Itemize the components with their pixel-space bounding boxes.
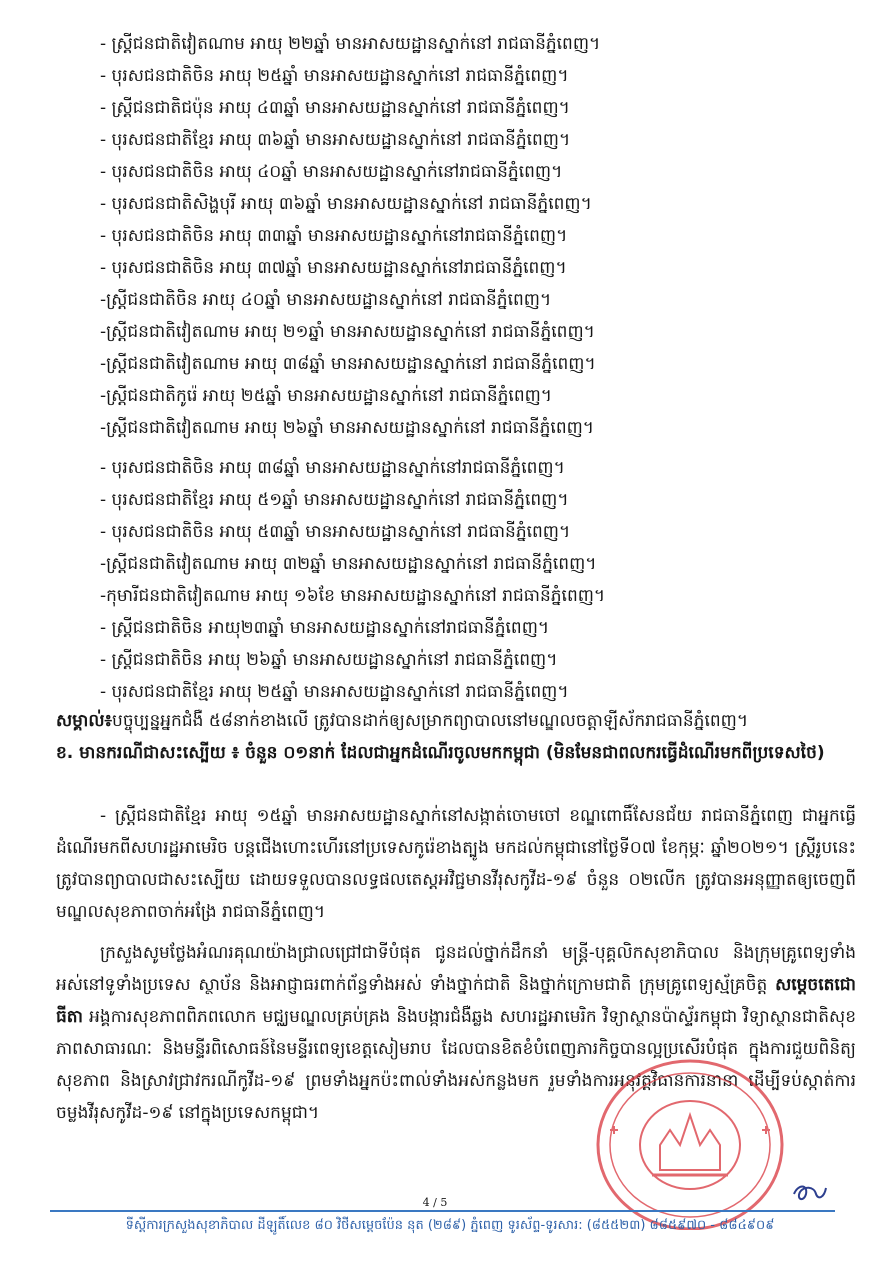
section-heading: ខ. មានករណីជាសះស្បើយ ៖ ចំនួន ០១នាក់ ដែលជាអ្នកដំណើរចូលមកកម្ពុជា (មិនមែនជាពលករធ្វើដំណើរមកពីប្រទេសថៃ)	[56, 743, 825, 763]
list-item: -ស្ត្រីជនជាតិវៀតណាម អាយុ ២៦ឆ្នាំ មានអាសយដ្ឋានស្នាក់នៅ រាជធានីភ្នំពេញ។	[100, 418, 595, 438]
thanks-text-start: ក្រសួងសូមថ្លែងអំណរគុណយ៉ាងជ្រាលជ្រៅជាទីបំផុត ជូនដល់ថ្នាក់ដឹកនាំ មន្ត្រី-បុគ្គលិកសុខាភិបាល និងក្រុមគ្រូពេទ្យទាំងអស់នៅទូទាំងប្រទេស ស្ថាប័ន និងអាជ្ញាធរពាក់ព័ន្ធទាំងអស់ ទាំងថ្នាក់ជាតិ និងថ្នាក់ក្រោមជាតិ ក្រុមគ្រូពេទ្យស្ម័គ្រចិត្ត	[56, 943, 856, 995]
list-item: -ស្ត្រីជនជាតិវៀតណាម អាយុ ៣៨ឆ្នាំ មានអាសយដ្ឋានស្នាក់នៅ រាជធានីភ្នំពេញ។	[100, 354, 596, 374]
case-list	[100, 28, 840, 708]
recovered-case-paragraph: - ស្ត្រីជនជាតិខ្មែរ អាយុ ១៥ឆ្នាំ មានអាសយដ្ឋានស្នាក់នៅសង្កាត់ចោមចៅ ខណ្ឌពោធិ៍សែនជ័យ រាជធានីភ្នំពេញ ជាអ្នកធ្វើដំណើរមកពីសហរដ្ឋអាមេរិច បន្តជើងហោះហើរនៅប្រទេសកូរ៉េខាងត្បូង មកដល់កម្ពុជានៅថ្ងៃទី០៧ ខែកុម្ភៈ ឆ្នាំ២០២១។ ស្ត្រីរូបនេះត្រូវបានព្យាបាលជាសះស្បើយ ដោយទទួលបានលទ្ធផលតេស្តអវិជ្ជមានវីរុសកូវីដ-១៩ ចំនួន ០២លើក ត្រូវបានអនុញ្ញាតឲ្យចេញពីមណ្ឌលសុខភាពចាក់អង្រែ រាជធានីភ្នំពេញ។	[56, 806, 856, 922]
list-item: - ស្ត្រីជនជាតិចិន អាយុ ២៦ឆ្នាំ មានអាសយដ្ឋានស្នាក់នៅ រាជធានីភ្នំពេញ។	[100, 650, 558, 670]
list-item: - បុរសជនជាតិខ្មែរ អាយុ ២៥ឆ្នាំ មានអាសយដ្ឋានស្នាក់នៅ រាជធានីភ្នំពេញ។	[100, 682, 569, 702]
list-item: -ស្ត្រីជនជាតិវៀតណាម អាយុ ៣២ឆ្នាំ មានអាសយដ្ឋានស្នាក់នៅ រាជធានីភ្នំពេញ។	[100, 554, 597, 574]
list-item: - បុរសជនជាតិចិន អាយុ ២៥ឆ្នាំ មានអាសយដ្ឋានស្នាក់នៅ រាជធានីភ្នំពេញ។	[100, 66, 569, 86]
list-item: - បុរសជនជាតិចិន អាយុ ៣៨ឆ្នាំ មានអាសយដ្ឋានស្នាក់នៅរាជធានីភ្នំពេញ។	[100, 458, 565, 478]
thanks-text-end: អង្គការសុខភាពពិភពលោក មជ្ឈមណ្ឌលគ្រប់គ្រង និងបង្ការជំងឺឆ្លង សហរដ្ឋអាមេរិក វិទ្យាស្ថានប៉ាស្ទ័រកម្ពុជា វិទ្យាស្ថានជាតិសុខភាពសាធារណៈ និងមន្ទីរពិសោធន៍នៃមន្ទីរពេទ្យខេត្តសៀមរាប ដែលបានខិតខំបំពេញភារកិច្ចបានល្អប្រសើរបំផុត ក្នុងការជួយពិនិត្យសុខភាព និងស្រាវជ្រាវករណីកូវីដ-១៩ ព្រមទាំងអ្នកប៉ះពាល់ទាំងអស់កន្លងមក រួមទាំងការអនុវត្តវិធានការនានា ដើម្បីទប់ស្កាត់ការចម្លងវីរុសកូវីដ-១៩ នៅក្នុងប្រទេសកម្ពុជា។	[56, 1007, 856, 1123]
list-item: - បុរសជនជាតិចិន អាយុ ៥៣ឆ្នាំ មានអាសយដ្ឋានស្នាក់នៅ រាជធានីភ្នំពេញ។	[100, 522, 571, 542]
list-item: -ស្ត្រីជនជាតិវៀតណាម អាយុ ២១ឆ្នាំ មានអាសយដ្ឋានស្នាក់នៅ រាជធានីភ្នំពេញ។	[100, 322, 595, 342]
official-seal-icon	[590, 1050, 790, 1230]
list-item: -ស្ត្រីជនជាតិកូរ៉េ អាយុ ២៥ឆ្នាំ មានអាសយដ្ឋានស្នាក់នៅ រាជធានីភ្នំពេញ។	[100, 386, 553, 406]
note-label: សម្គាល់៖	[56, 711, 113, 731]
list-item: - ស្ត្រីជនជាតិវៀតណាម អាយុ ២២ឆ្នាំ មានអាសយដ្ឋានស្នាក់នៅ រាជធានីភ្នំពេញ។	[100, 34, 601, 54]
footer-address: ទីស្តីការក្រសួងសុខាភិបាល ដីឡូតិ៍លេខ ៨០ វិថីសម្ដេចប៉ែន នុត (២៨៩) ភ្នំពេញ ទូរស័ព្ទ-ទូរសារ: (៨៥៥២៣) ៨៨៥៩៧០ - ៨៨៤៩០៩	[125, 1218, 775, 1233]
note-text: បច្ចុប្បន្នអ្នកជំងឺ ៥៨នាក់ខាងលើ ត្រូវបានដាក់ឲ្យសម្រាកព្យាបាលនៅមណ្ឌលចត្តាឡីស័ករាជធានីភ្នំពេញ។	[112, 711, 749, 731]
note-paragraph	[56, 705, 856, 737]
list-item: - បុរសជនជាតិសិង្ហបុរី អាយុ ៣៦ឆ្នាំ មានអាសយដ្ឋានស្នាក់នៅ រាជធានីភ្នំពេញ។	[100, 194, 592, 214]
page-number: 4 / 5	[422, 1196, 448, 1209]
list-item: - ស្ត្រីជនជាតិជប៉ុន អាយុ ៤៣ឆ្នាំ មានអាសយដ្ឋានស្នាក់នៅ រាជធានីភ្នំពេញ។	[100, 98, 570, 118]
list-item: - បុរសជនជាតិចិន អាយុ ៣៧ឆ្នាំ មានអាសយដ្ឋានស្នាក់នៅរាជធានីភ្នំពេញ។	[100, 258, 567, 278]
list-item: - ស្ត្រីជនជាតិចិន អាយុ២៣ឆ្នាំ មានអាសយដ្ឋានស្នាក់នៅរាជធានីភ្នំពេញ។	[100, 618, 550, 638]
list-item: - បុរសជនជាតិចិន អាយុ ៣៣ឆ្នាំ មានអាសយដ្ឋានស្នាក់នៅរាជធានីភ្នំពេញ។	[100, 226, 568, 246]
list-item: -កុមារីជនជាតិវៀតណាម អាយុ ១៦ខែ មានអាសយដ្ឋានស្នាក់នៅ រាជធានីភ្នំពេញ។	[100, 586, 606, 606]
list-item: - បុរសជនជាតិខ្មែរ អាយុ ៥១ឆ្នាំ មានអាសយដ្ឋានស្នាក់នៅ រាជធានីភ្នំពេញ។	[100, 490, 569, 510]
list-item: -ស្ត្រីជនជាតិចិន អាយុ ៤០ឆ្នាំ មានអាសយដ្ឋានស្នាក់នៅ រាជធានីភ្នំពេញ។	[100, 290, 552, 310]
footer-divider	[50, 1210, 835, 1212]
list-item: - បុរសជនជាតិខ្មែរ អាយុ ៣៦ឆ្នាំ មានអាសយដ្ឋានស្នាក់នៅ រាជធានីភ្នំពេញ។	[100, 130, 571, 150]
signature-icon	[790, 1180, 830, 1204]
list-item: - បុរសជនជាតិចិន អាយុ ៤០ឆ្នាំ មានអាសយដ្ឋានស្នាក់នៅរាជធានីភ្នំពេញ។	[100, 162, 563, 182]
thanks-bold-name: សម្ដេចតេជោ ធីតា	[56, 975, 856, 1027]
